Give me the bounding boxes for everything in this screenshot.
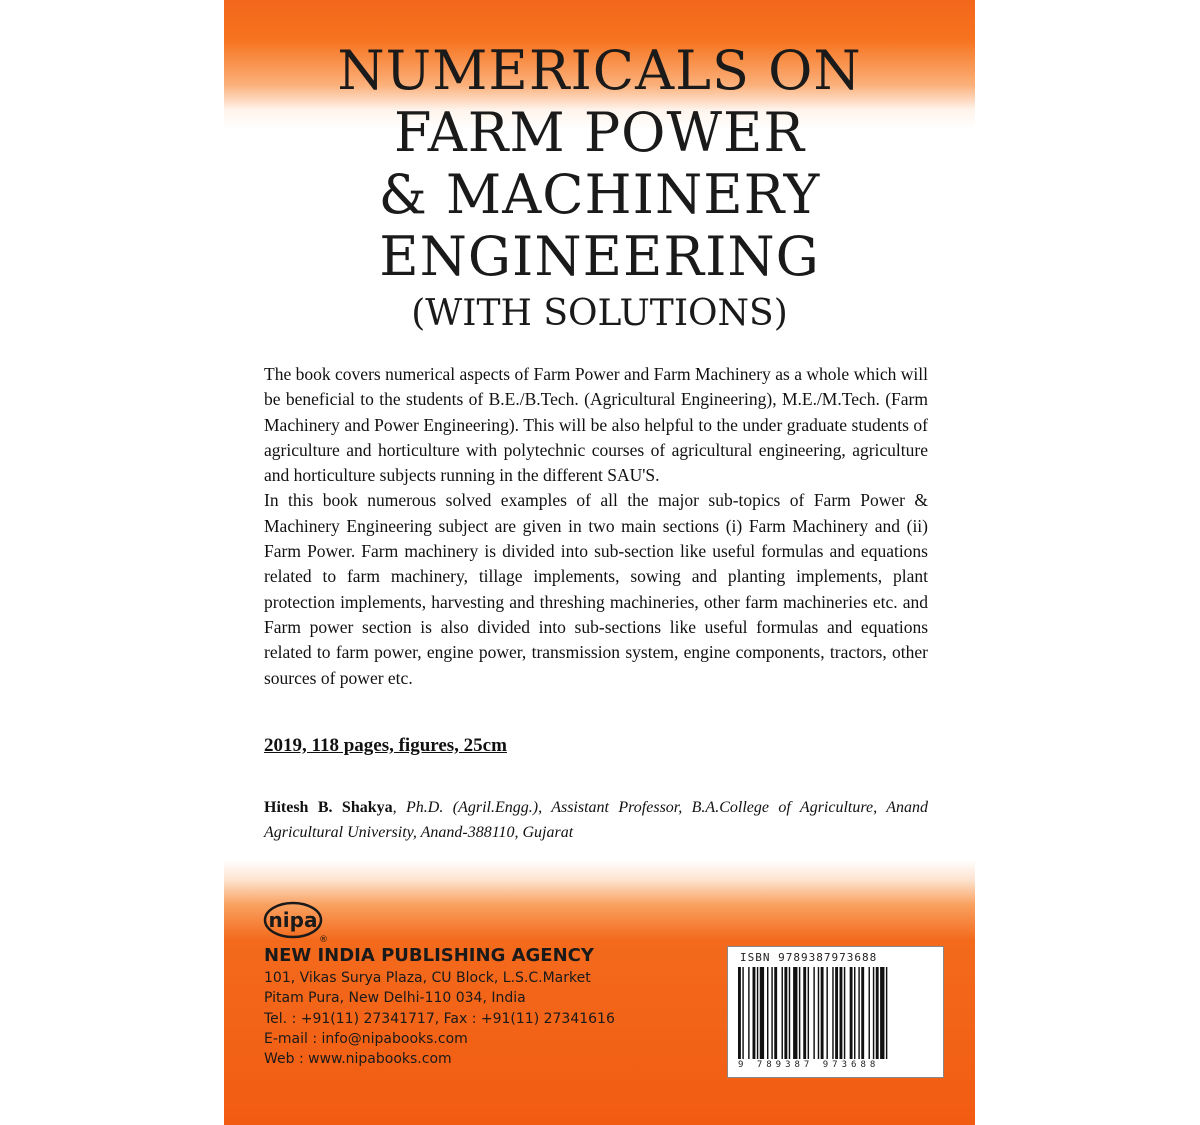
description-paragraph: The book covers numerical aspects of Farm Power and Farm Machinery as a whole which will be beneficial to the students of B.E./B.Tech. (Agricultural Engineering), M.E./M.Tech. (Farm Machinery and Power Engineering). This will be also helpful to the under graduate students of agriculture and horticulture with polytechnic courses of agricultural engineering, agriculture and horticulture subjects running in the different SAU'S. (264, 364, 928, 486)
barcode-bar (826, 967, 827, 1059)
nipa-logo (261, 898, 331, 944)
barcode-bar (782, 967, 783, 1059)
barcode-bar (861, 967, 864, 1059)
barcode-bar (784, 967, 787, 1059)
author-info (264, 795, 928, 845)
barcode-bar (832, 967, 833, 1059)
barcode-bar (869, 967, 870, 1059)
publisher-email: E-mail : info@nipabooks.com (264, 1030, 468, 1047)
barcode-bar (840, 967, 843, 1059)
barcode-bar (753, 967, 756, 1059)
barcode-bar (767, 967, 768, 1059)
author-affiliation: , Ph.D. (Agril.Engg.), Assistant Professor, B.A.College of Agriculture, Anand Agricultural University, Anand-388110, Gujarat (264, 799, 928, 841)
barcode-bar (821, 967, 824, 1059)
publisher-phone: Tel. : +91(11) 27341717, Fax : +91(11) 27341616 (264, 1010, 615, 1027)
publisher-web: Web : www.nipabooks.com (264, 1051, 452, 1068)
barcode-bar (757, 967, 758, 1059)
barcode-bar (803, 967, 806, 1059)
title-line: NUMERICALS ON (337, 39, 862, 102)
isbn-barcode (727, 946, 944, 1078)
barcode-bar (774, 967, 777, 1059)
description-paragraph: In this book numerous solved examples of all the major sub-topics of Farm Power & Machinery Engineering subject are given in two main sections (i) Farm Machinery and (ii) Farm Power. Farm machinery is divided into sub-section like useful formulas and equations related to farm machinery, tillage implements, sowing and planting implements, plant protection implements, harvesting and threshing machineries, other farm machineries etc. and Farm power section is also divided into sub-sections like useful formulas and equations related to farm power, engine power, transmission system, engine components, tractors, other sources of power etc. (264, 490, 928, 688)
barcode-bar (886, 967, 887, 1059)
title-line: & MACHINERY (378, 163, 821, 226)
isbn-label: ISBN 9789387973688 (740, 951, 878, 964)
publisher-name: NEW INDIA PUBLISHING AGENCY (264, 945, 594, 966)
barcode-bar (818, 967, 819, 1059)
barcode-bar (799, 967, 800, 1059)
book-description (264, 362, 928, 691)
barcode-bar (760, 967, 764, 1059)
barcode-bar (873, 967, 874, 1059)
barcode-bar (748, 967, 749, 1059)
barcode-bars (738, 967, 933, 1059)
isbn-digits: 9 789387 973688 (738, 1060, 880, 1070)
book-back-cover (224, 0, 975, 1125)
barcode-bar (876, 967, 879, 1059)
book-title (224, 40, 975, 338)
barcode-bar (854, 967, 855, 1059)
barcode-bar (813, 967, 814, 1059)
barcode-bar (858, 967, 859, 1059)
barcode-bar (742, 967, 743, 1059)
logo-text: nipa (268, 908, 318, 932)
barcode-bar (793, 967, 797, 1059)
registered-mark: ® (319, 935, 328, 944)
barcode-bar (808, 967, 809, 1059)
barcode-bar (880, 967, 884, 1059)
author-name: Hitesh B. Shakya (264, 799, 393, 816)
title-line: FARM POWER (393, 101, 806, 164)
barcode-bar (789, 967, 790, 1059)
barcode-bar (850, 967, 853, 1059)
barcode-bar (771, 967, 772, 1059)
barcode-bar (844, 967, 845, 1059)
barcode-bar (738, 967, 741, 1059)
publisher-address: Pitam Pura, New Delhi-110 034, India (264, 990, 526, 1007)
publisher-info (264, 944, 615, 1069)
book-subtitle: (WITH SOLUTIONS) (411, 293, 788, 334)
edition-info: 2019, 118 pages, figures, 25cm (264, 735, 507, 756)
barcode-bar (835, 967, 838, 1059)
publisher-address: 101, Vikas Surya Plaza, CU Block, L.S.C.Market (264, 970, 591, 986)
title-line: ENGINEERING (379, 225, 820, 288)
